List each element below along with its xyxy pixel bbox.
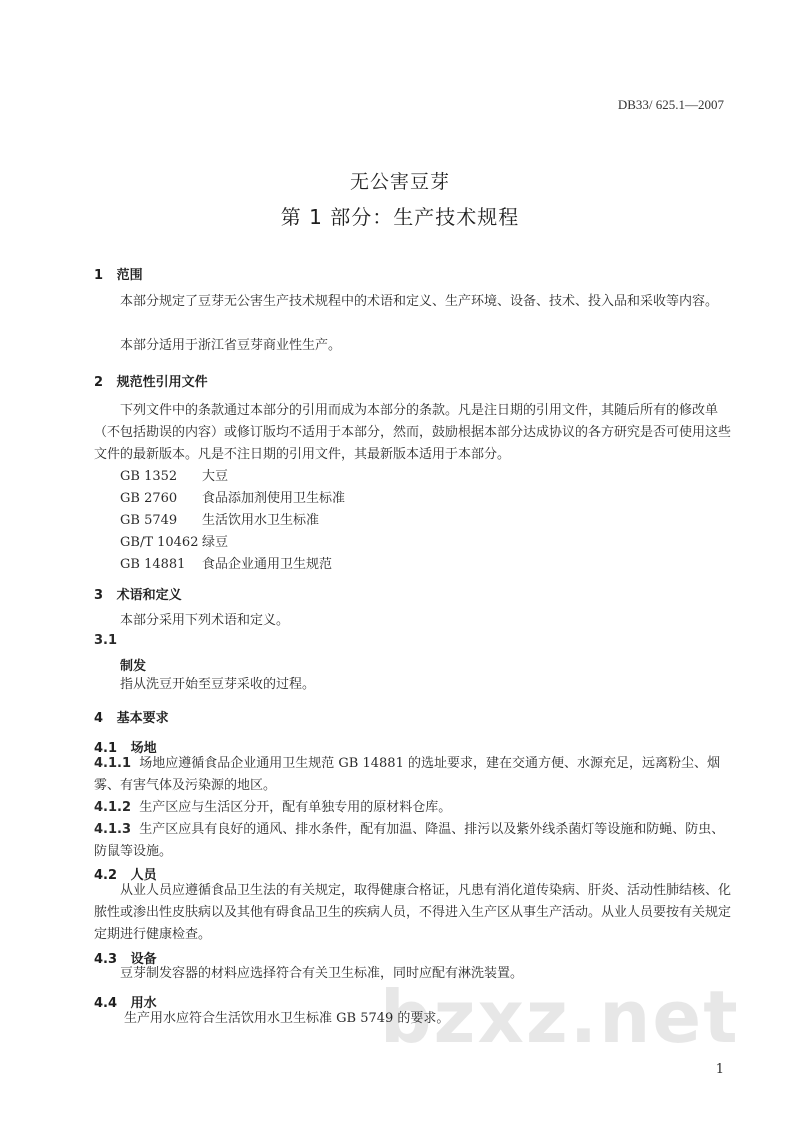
section-title: 术语和定义 [116, 588, 182, 603]
subsection-number: 4.1 [94, 741, 118, 756]
clause-4-1-2 [94, 797, 451, 819]
clause-number: 4.1.1 [94, 756, 132, 771]
document-subtitle: 第 1 部分：生产技术规程 [280, 205, 520, 229]
section-1-paragraph-1: 本部分规定了豆芽无公害生产技术规程中的术语和定义、生产环境、设备、技术、投入品和采收等内容。 [120, 294, 719, 309]
document-title: 无公害豆芽 [349, 171, 450, 193]
section-title: 范围 [116, 268, 143, 283]
subsection-title: 设备 [130, 952, 157, 967]
section-2-heading [94, 371, 208, 390]
subsection-4-4-paragraph: 生产用水应符合生活饮用水卫生标准 GB 5749 的要求。 [124, 1011, 450, 1026]
section-1-heading [94, 264, 143, 283]
section-1-paragraph-2: 本部分适用于浙江省豆芽商业性生产。 [120, 338, 342, 353]
section-number: 1 [94, 268, 104, 283]
clause-text: 生产区应具有良好的通风、排水条件，配有加温、降温、排污以及紫外线杀菌灯等设施和防蝇、防虫、防鼠等设施。 [94, 822, 725, 859]
reference-title: 绿豆 [202, 535, 229, 550]
reference-code: GB/T 10462 [120, 535, 199, 550]
subsection-4-2-paragraph: 从业人员应遵循食品卫生法的有关规定，取得健康合格证，凡患有消化道传染病、肝炎、活动性肺结核、化脓性或渗出性皮肤病以及其他有碍食品卫生的疾病人员，不得进入生产区从事生产活动。从业人员要按有关规定定期进行健康检查。 [94, 883, 732, 942]
subsection-title: 人员 [130, 868, 157, 883]
clause-number: 4.1.2 [94, 800, 132, 815]
section-3-heading [94, 584, 182, 603]
reference-item [120, 466, 228, 488]
section-number: 3 [94, 588, 104, 603]
reference-title: 生活饮用水卫生标准 [202, 513, 320, 528]
term-definition: 指从洗豆开始至豆芽采收的过程。 [120, 677, 316, 692]
reference-title: 大豆 [202, 469, 229, 484]
subsection-number: 4.4 [94, 996, 118, 1011]
reference-item [120, 532, 228, 554]
section-title: 基本要求 [116, 711, 169, 726]
reference-code: GB 1352 [120, 469, 178, 484]
watermark: bzxz.net [380, 975, 740, 1059]
reference-item [120, 510, 319, 532]
reference-title: 食品企业通用卫生规范 [202, 557, 333, 572]
section-number: 4 [94, 711, 104, 726]
reference-item [120, 488, 345, 510]
reference-title: 食品添加剂使用卫生标准 [202, 491, 346, 506]
subsection-title: 用水 [130, 996, 157, 1011]
section-number: 2 [94, 375, 104, 390]
section-title: 规范性引用文件 [116, 375, 208, 390]
clause-text: 场地应遵循食品企业通用卫生规范 GB 14881 的选址要求，建在交通方便、水源充足，远离粉尘、烟雾、有害气体及污染源的地区。 [94, 756, 720, 793]
term-number: 3.1 [94, 633, 118, 648]
subsection-number: 4.2 [94, 868, 118, 883]
reference-item [120, 554, 332, 576]
document-number: DB33/ 625.1—2007 [617, 97, 724, 112]
clause-4-1-1 [94, 753, 734, 797]
section-3-paragraph: 本部分采用下列术语和定义。 [120, 613, 290, 628]
subsection-title: 场地 [130, 741, 157, 756]
page-number: 1 [715, 1062, 724, 1077]
term-name: 制发 [120, 659, 147, 674]
reference-code: GB 2760 [120, 491, 178, 506]
section-4-heading [94, 707, 169, 726]
reference-code: GB 14881 [120, 557, 186, 572]
reference-code: GB 5749 [120, 513, 178, 528]
subsection-4-3-paragraph: 豆芽制发容器的材料应选择符合有关卫生标准，同时应配有淋洗装置。 [120, 966, 524, 981]
section-2-paragraph: 下列文件中的条款通过本部分的引用而成为本部分的条款。凡是注日期的引用文件，其随后所有的修改单（不包括勘误的内容）或修订版均不适用于本部分，然而，鼓励根据本部分达成协议的各方研究是否可使用这些文件的最新版本。凡是不注日期的引用文件，其最新版本适用于本部分。 [94, 403, 732, 462]
clause-text: 生产区应与生活区分开，配有单独专用的原材料仓库。 [139, 800, 452, 815]
subsection-number: 4.3 [94, 952, 118, 967]
clause-number: 4.1.3 [94, 822, 132, 837]
clause-4-1-3 [94, 819, 734, 863]
